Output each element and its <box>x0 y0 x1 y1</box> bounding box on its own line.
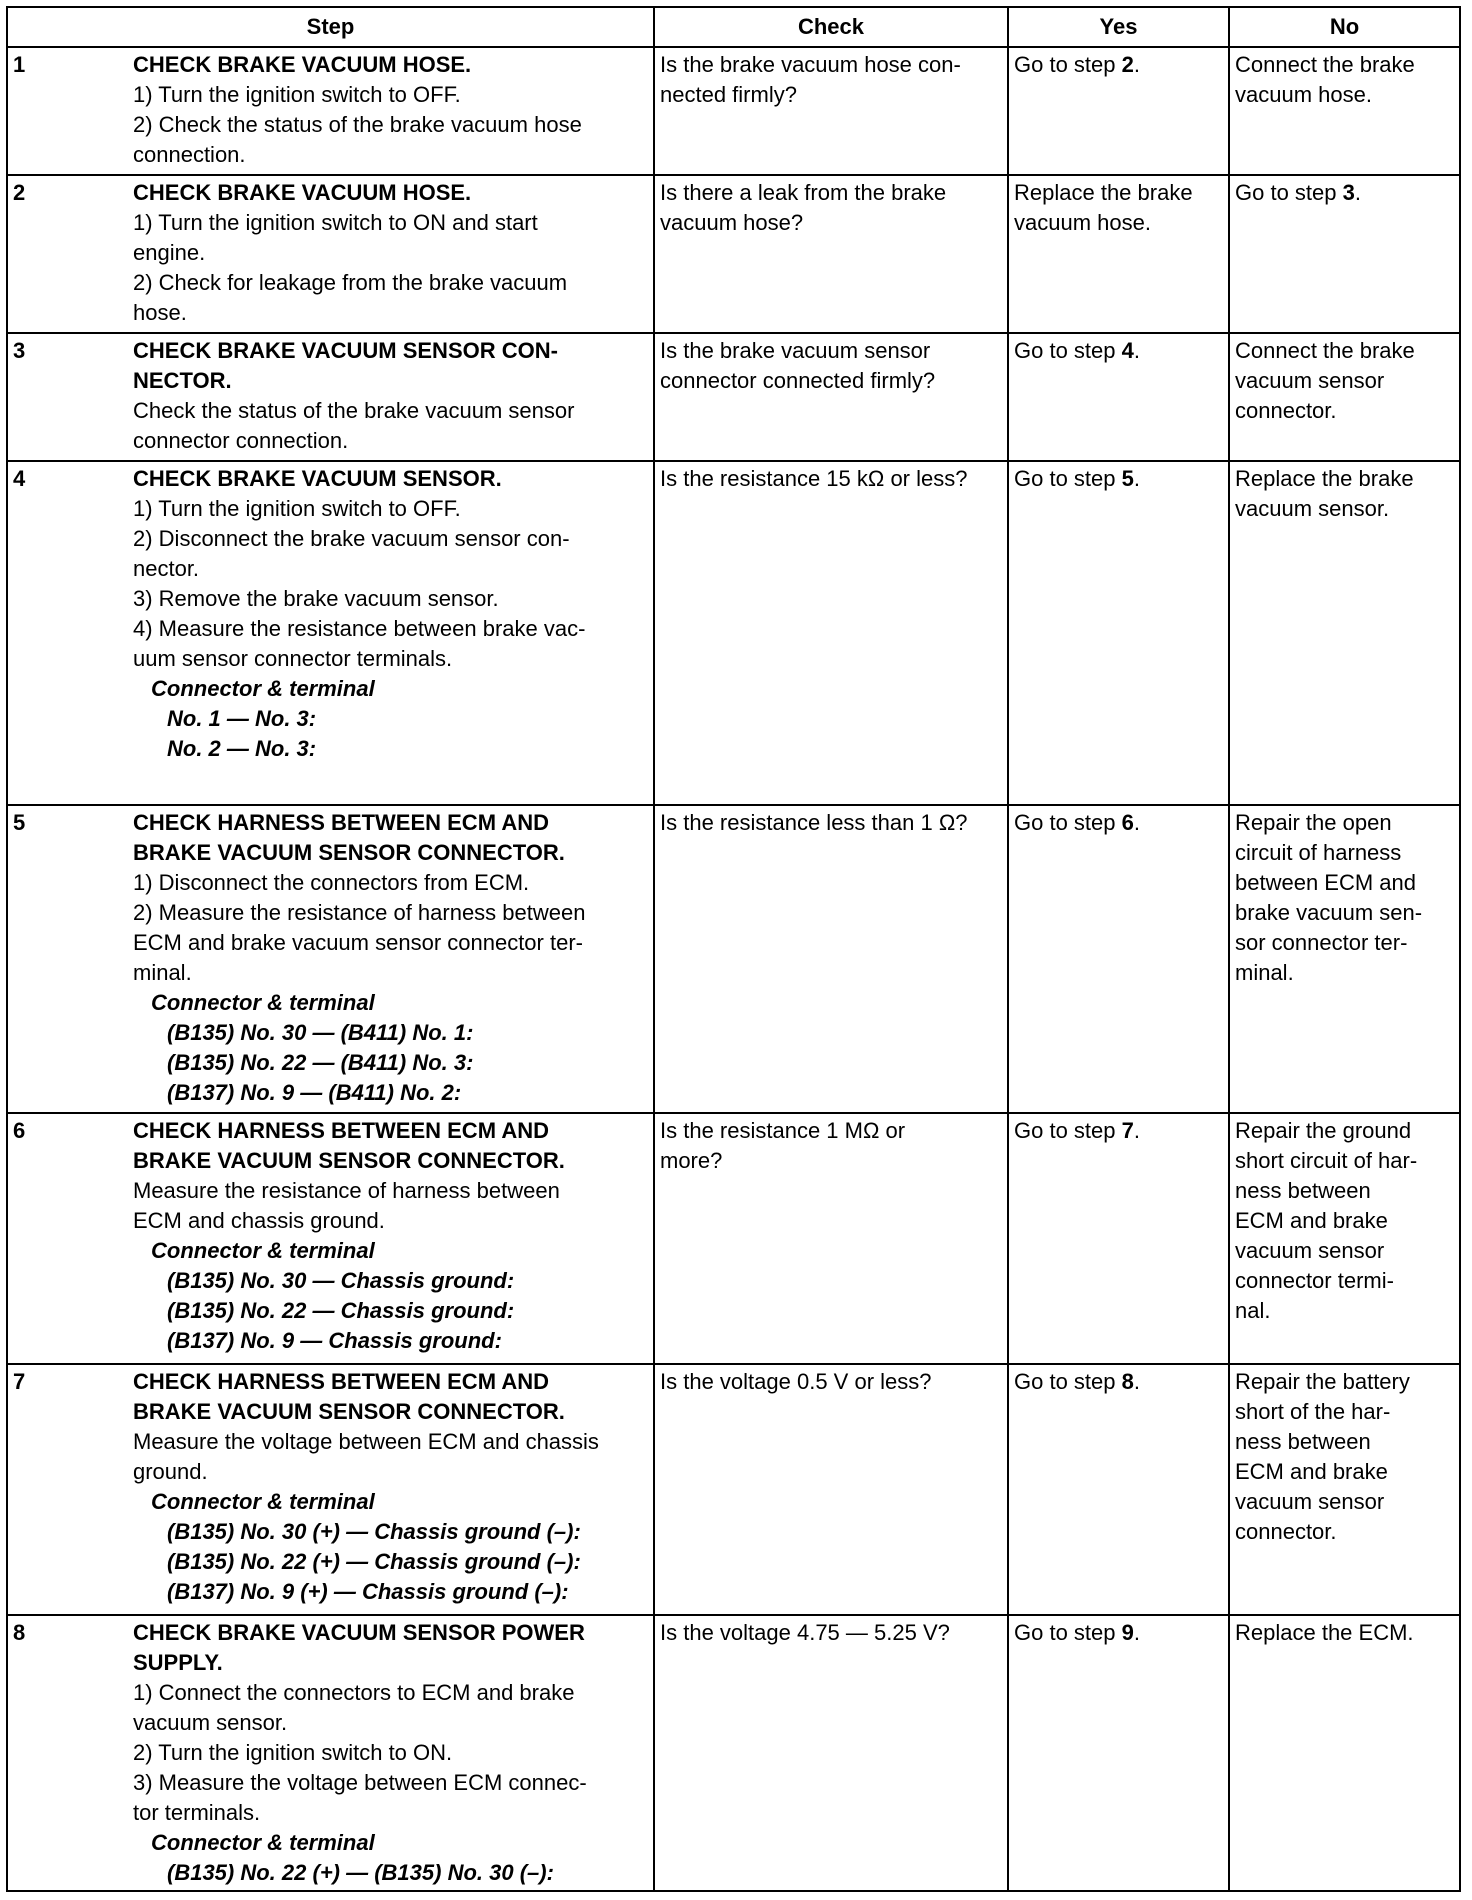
step-instruction: Measure the voltage between ECM and chassis <box>133 1429 599 1454</box>
table-row <box>7 1364 1460 1615</box>
step-title: CHECK BRAKE VACUUM HOSE. <box>133 180 472 205</box>
no-action: Replace the brake <box>1235 466 1414 491</box>
step-instruction: 1) Disconnect the connectors from ECM. <box>133 870 530 895</box>
no-cell <box>1229 175 1460 333</box>
check-question: Is the voltage 4.75 — 5.25 V? <box>660 1620 950 1645</box>
step-cell <box>7 333 654 461</box>
step-instruction: ECM and chassis ground. <box>133 1208 385 1233</box>
step-cell <box>7 461 654 805</box>
yes-goto <box>1014 464 1223 494</box>
no-action: ECM and brake <box>1235 1459 1388 1484</box>
connector-terminal-item: (B135) No. 22 — (B411) No. 3: <box>167 1050 474 1075</box>
step-body <box>133 1618 648 1888</box>
yes-goto-suffix: . <box>1133 52 1140 77</box>
step-number: 1 <box>13 52 26 77</box>
step-content <box>13 336 648 456</box>
connector-terminal-heading: Connector & terminal <box>151 1830 375 1855</box>
step-body <box>133 336 648 456</box>
step-instruction: ECM and brake vacuum sensor connector ter- <box>133 930 583 955</box>
check-cell <box>654 1113 1008 1364</box>
step-title: CHECK BRAKE VACUUM SENSOR. <box>133 466 502 491</box>
check-question: vacuum hose? <box>660 210 804 235</box>
yes-goto-prefix: Go to step <box>1014 1369 1122 1394</box>
yes-cell <box>1008 47 1229 175</box>
no-cell <box>1229 1364 1460 1615</box>
step-content <box>13 464 648 764</box>
step-instruction: 1) Turn the ignition switch to OFF. <box>133 496 461 521</box>
step-instruction: ground. <box>133 1459 208 1484</box>
step-instruction: connector connection. <box>133 428 349 453</box>
step-instruction: uum sensor connector terminals. <box>133 646 453 671</box>
no-cell <box>1229 1615 1460 1891</box>
no-action: minal. <box>1235 960 1294 985</box>
table-row <box>7 175 1460 333</box>
check-cell <box>654 1615 1008 1891</box>
no-action: circuit of harness <box>1235 840 1402 865</box>
no-action: nal. <box>1235 1298 1271 1323</box>
step-title: NECTOR. <box>133 368 232 393</box>
step-number: 3 <box>13 338 26 363</box>
no-goto <box>1235 178 1454 208</box>
yes-goto-step: 8 <box>1121 1369 1134 1394</box>
yes-goto-prefix: Go to step <box>1014 1118 1122 1143</box>
check-cell <box>654 175 1008 333</box>
step-body <box>133 1116 648 1356</box>
yes-goto-prefix: Go to step <box>1014 466 1122 491</box>
yes-goto <box>1014 50 1223 80</box>
step-content <box>13 1618 648 1888</box>
table-body <box>7 47 1460 1891</box>
no-action: vacuum sensor <box>1235 1238 1385 1263</box>
yes-goto <box>1014 808 1223 838</box>
connector-terminal-item: (B135) No. 22 — Chassis ground: <box>167 1298 515 1323</box>
no-action: Connect the brake <box>1235 52 1415 77</box>
yes-goto <box>1014 1367 1223 1397</box>
step-content <box>13 1367 648 1607</box>
yes-goto-step: 7 <box>1121 1118 1134 1143</box>
no-action: Replace the ECM. <box>1235 1620 1414 1645</box>
step-content <box>13 178 648 328</box>
connector-terminal-item: (B135) No. 22 (+) — (B135) No. 30 (–): <box>167 1860 554 1885</box>
yes-goto-step: 4 <box>1121 338 1134 363</box>
table-row <box>7 805 1460 1113</box>
no-action: ness between <box>1235 1178 1371 1203</box>
step-instruction: engine. <box>133 240 206 265</box>
header-check: Check <box>654 7 1008 47</box>
yes-goto-suffix: . <box>1133 1620 1140 1645</box>
no-action: ness between <box>1235 1429 1371 1454</box>
no-action: vacuum sensor. <box>1235 496 1390 521</box>
step-instruction: 1) Turn the ignition switch to ON and start <box>133 210 538 235</box>
check-question: Is the resistance 15 kΩ or less? <box>660 466 968 491</box>
yes-action: Replace the brake <box>1014 180 1193 205</box>
step-instruction: 3) Measure the voltage between ECM connec- <box>133 1770 587 1795</box>
check-question: nected firmly? <box>660 82 797 107</box>
no-action: Repair the open <box>1235 810 1392 835</box>
yes-cell <box>1008 1615 1229 1891</box>
connector-terminal-heading: Connector & terminal <box>151 1489 375 1514</box>
check-cell <box>654 47 1008 175</box>
step-instruction: minal. <box>133 960 192 985</box>
yes-goto-prefix: Go to step <box>1014 810 1122 835</box>
no-cell <box>1229 333 1460 461</box>
connector-terminal-item: No. 1 — No. 3: <box>167 706 317 731</box>
step-number: 8 <box>13 1620 26 1645</box>
check-question: Is there a leak from the brake <box>660 180 947 205</box>
step-title: CHECK HARNESS BETWEEN ECM AND <box>133 1118 549 1143</box>
yes-goto-suffix: . <box>1133 810 1140 835</box>
step-body <box>133 50 648 170</box>
no-cell <box>1229 805 1460 1113</box>
no-action: connector. <box>1235 1519 1337 1544</box>
step-instruction: 1) Turn the ignition switch to OFF. <box>133 82 461 107</box>
step-cell <box>7 47 654 175</box>
step-number: 6 <box>13 1118 26 1143</box>
check-cell <box>654 805 1008 1113</box>
no-cell <box>1229 47 1460 175</box>
yes-action: vacuum hose. <box>1014 210 1151 235</box>
yes-cell <box>1008 805 1229 1113</box>
connector-terminal-item: (B135) No. 30 (+) — Chassis ground (–): <box>167 1519 581 1544</box>
step-instruction: 1) Connect the connectors to ECM and brake <box>133 1680 575 1705</box>
step-cell <box>7 175 654 333</box>
yes-goto-step: 6 <box>1121 810 1134 835</box>
step-instruction: 3) Remove the brake vacuum sensor. <box>133 586 499 611</box>
step-title: CHECK BRAKE VACUUM SENSOR POWER <box>133 1620 585 1645</box>
step-instruction: 2) Turn the ignition switch to ON. <box>133 1740 453 1765</box>
step-cell <box>7 1364 654 1615</box>
step-content <box>13 808 648 1108</box>
no-action: sor connector ter- <box>1235 930 1408 955</box>
no-action: Connect the brake <box>1235 338 1415 363</box>
header-no: No <box>1229 7 1460 47</box>
step-instruction: 2) Measure the resistance of harness between <box>133 900 586 925</box>
no-action: vacuum sensor <box>1235 368 1385 393</box>
step-content <box>13 50 648 170</box>
no-action: connector. <box>1235 398 1337 423</box>
connector-terminal-item: (B135) No. 30 — Chassis ground: <box>167 1268 515 1293</box>
no-action: ECM and brake <box>1235 1208 1388 1233</box>
check-question: Is the voltage 0.5 V or less? <box>660 1369 932 1394</box>
step-instruction: connection. <box>133 142 246 167</box>
connector-terminal-heading: Connector & terminal <box>151 676 375 701</box>
yes-goto-suffix: . <box>1133 466 1140 491</box>
step-title: CHECK BRAKE VACUUM SENSOR CON- <box>133 338 558 363</box>
table-row <box>7 461 1460 805</box>
step-content <box>13 1116 648 1356</box>
yes-cell <box>1008 175 1229 333</box>
header-yes: Yes <box>1008 7 1229 47</box>
step-body <box>133 464 648 764</box>
step-instruction: 2) Check for leakage from the brake vacuum <box>133 270 568 295</box>
yes-goto-prefix: Go to step <box>1014 1620 1122 1645</box>
step-body <box>133 1367 648 1607</box>
step-title: BRAKE VACUUM SENSOR CONNECTOR. <box>133 1148 565 1173</box>
diagnostic-table <box>6 6 1461 1892</box>
no-goto-suffix: . <box>1354 180 1361 205</box>
step-number: 4 <box>13 466 26 491</box>
step-title: BRAKE VACUUM SENSOR CONNECTOR. <box>133 840 565 865</box>
connector-terminal-item: (B137) No. 9 — Chassis ground: <box>167 1328 502 1353</box>
step-cell <box>7 1113 654 1364</box>
yes-goto-step: 2 <box>1121 52 1134 77</box>
connector-terminal-item: (B137) No. 9 (+) — Chassis ground (–): <box>167 1579 569 1604</box>
yes-cell <box>1008 1364 1229 1615</box>
step-number: 7 <box>13 1369 26 1394</box>
yes-goto <box>1014 1116 1223 1146</box>
no-cell <box>1229 461 1460 805</box>
step-instruction: nector. <box>133 556 200 581</box>
connector-terminal-heading: Connector & terminal <box>151 1238 375 1263</box>
table-row <box>7 333 1460 461</box>
yes-cell <box>1008 1113 1229 1364</box>
connector-terminal-item: No. 2 — No. 3: <box>167 736 317 761</box>
check-cell <box>654 333 1008 461</box>
step-instruction: 2) Check the status of the brake vacuum hose <box>133 112 582 137</box>
yes-goto <box>1014 1618 1223 1648</box>
connector-terminal-heading: Connector & terminal <box>151 990 375 1015</box>
step-title: CHECK HARNESS BETWEEN ECM AND <box>133 810 549 835</box>
check-question: Is the resistance less than 1 Ω? <box>660 810 968 835</box>
no-goto-step: 3 <box>1342 180 1355 205</box>
yes-cell <box>1008 461 1229 805</box>
yes-goto-suffix: . <box>1133 1369 1140 1394</box>
no-action: vacuum hose. <box>1235 82 1372 107</box>
header-step: Step <box>7 7 654 47</box>
step-body <box>133 178 648 328</box>
yes-goto <box>1014 336 1223 366</box>
check-cell <box>654 1364 1008 1615</box>
step-number: 5 <box>13 810 26 835</box>
no-action: short of the har- <box>1235 1399 1391 1424</box>
step-title: CHECK HARNESS BETWEEN ECM AND <box>133 1369 549 1394</box>
step-instruction: vacuum sensor. <box>133 1710 288 1735</box>
no-action: brake vacuum sen- <box>1235 900 1423 925</box>
check-question: Is the brake vacuum hose con- <box>660 52 961 77</box>
check-cell <box>654 461 1008 805</box>
connector-terminal-item: (B137) No. 9 — (B411) No. 2: <box>167 1080 462 1105</box>
no-action: Repair the battery <box>1235 1369 1410 1394</box>
check-question: connector connected firmly? <box>660 368 936 393</box>
step-body <box>133 808 648 1108</box>
yes-goto-suffix: . <box>1133 1118 1140 1143</box>
step-title: SUPPLY. <box>133 1650 223 1675</box>
step-instruction: tor terminals. <box>133 1800 261 1825</box>
table-row <box>7 1615 1460 1891</box>
connector-terminal-item: (B135) No. 22 (+) — Chassis ground (–): <box>167 1549 581 1574</box>
step-instruction: Measure the resistance of harness between <box>133 1178 560 1203</box>
connector-terminal-item: (B135) No. 30 — (B411) No. 1: <box>167 1020 474 1045</box>
yes-goto-prefix: Go to step <box>1014 52 1122 77</box>
yes-goto-suffix: . <box>1133 338 1140 363</box>
yes-cell <box>1008 333 1229 461</box>
step-instruction: 2) Disconnect the brake vacuum sensor con- <box>133 526 570 551</box>
no-action: between ECM and <box>1235 870 1416 895</box>
no-action: connector termi- <box>1235 1268 1394 1293</box>
table-row <box>7 47 1460 175</box>
yes-goto-step: 9 <box>1121 1620 1134 1645</box>
check-question: more? <box>660 1148 723 1173</box>
step-instruction: 4) Measure the resistance between brake vac- <box>133 616 586 641</box>
yes-goto-prefix: Go to step <box>1014 338 1122 363</box>
step-instruction: hose. <box>133 300 187 325</box>
check-question: Is the brake vacuum sensor <box>660 338 931 363</box>
no-action: Repair the ground <box>1235 1118 1412 1143</box>
no-goto-prefix: Go to step <box>1235 180 1343 205</box>
step-cell <box>7 1615 654 1891</box>
step-title: CHECK BRAKE VACUUM HOSE. <box>133 52 472 77</box>
no-action: short circuit of har- <box>1235 1148 1418 1173</box>
yes-goto-step: 5 <box>1121 466 1134 491</box>
step-cell <box>7 805 654 1113</box>
step-number: 2 <box>13 180 26 205</box>
header-row <box>7 7 1460 47</box>
step-instruction: Check the status of the brake vacuum sensor <box>133 398 575 423</box>
no-cell <box>1229 1113 1460 1364</box>
step-title: BRAKE VACUUM SENSOR CONNECTOR. <box>133 1399 565 1424</box>
table-row <box>7 1113 1460 1364</box>
no-action: vacuum sensor <box>1235 1489 1385 1514</box>
check-question: Is the resistance 1 MΩ or <box>660 1118 906 1143</box>
